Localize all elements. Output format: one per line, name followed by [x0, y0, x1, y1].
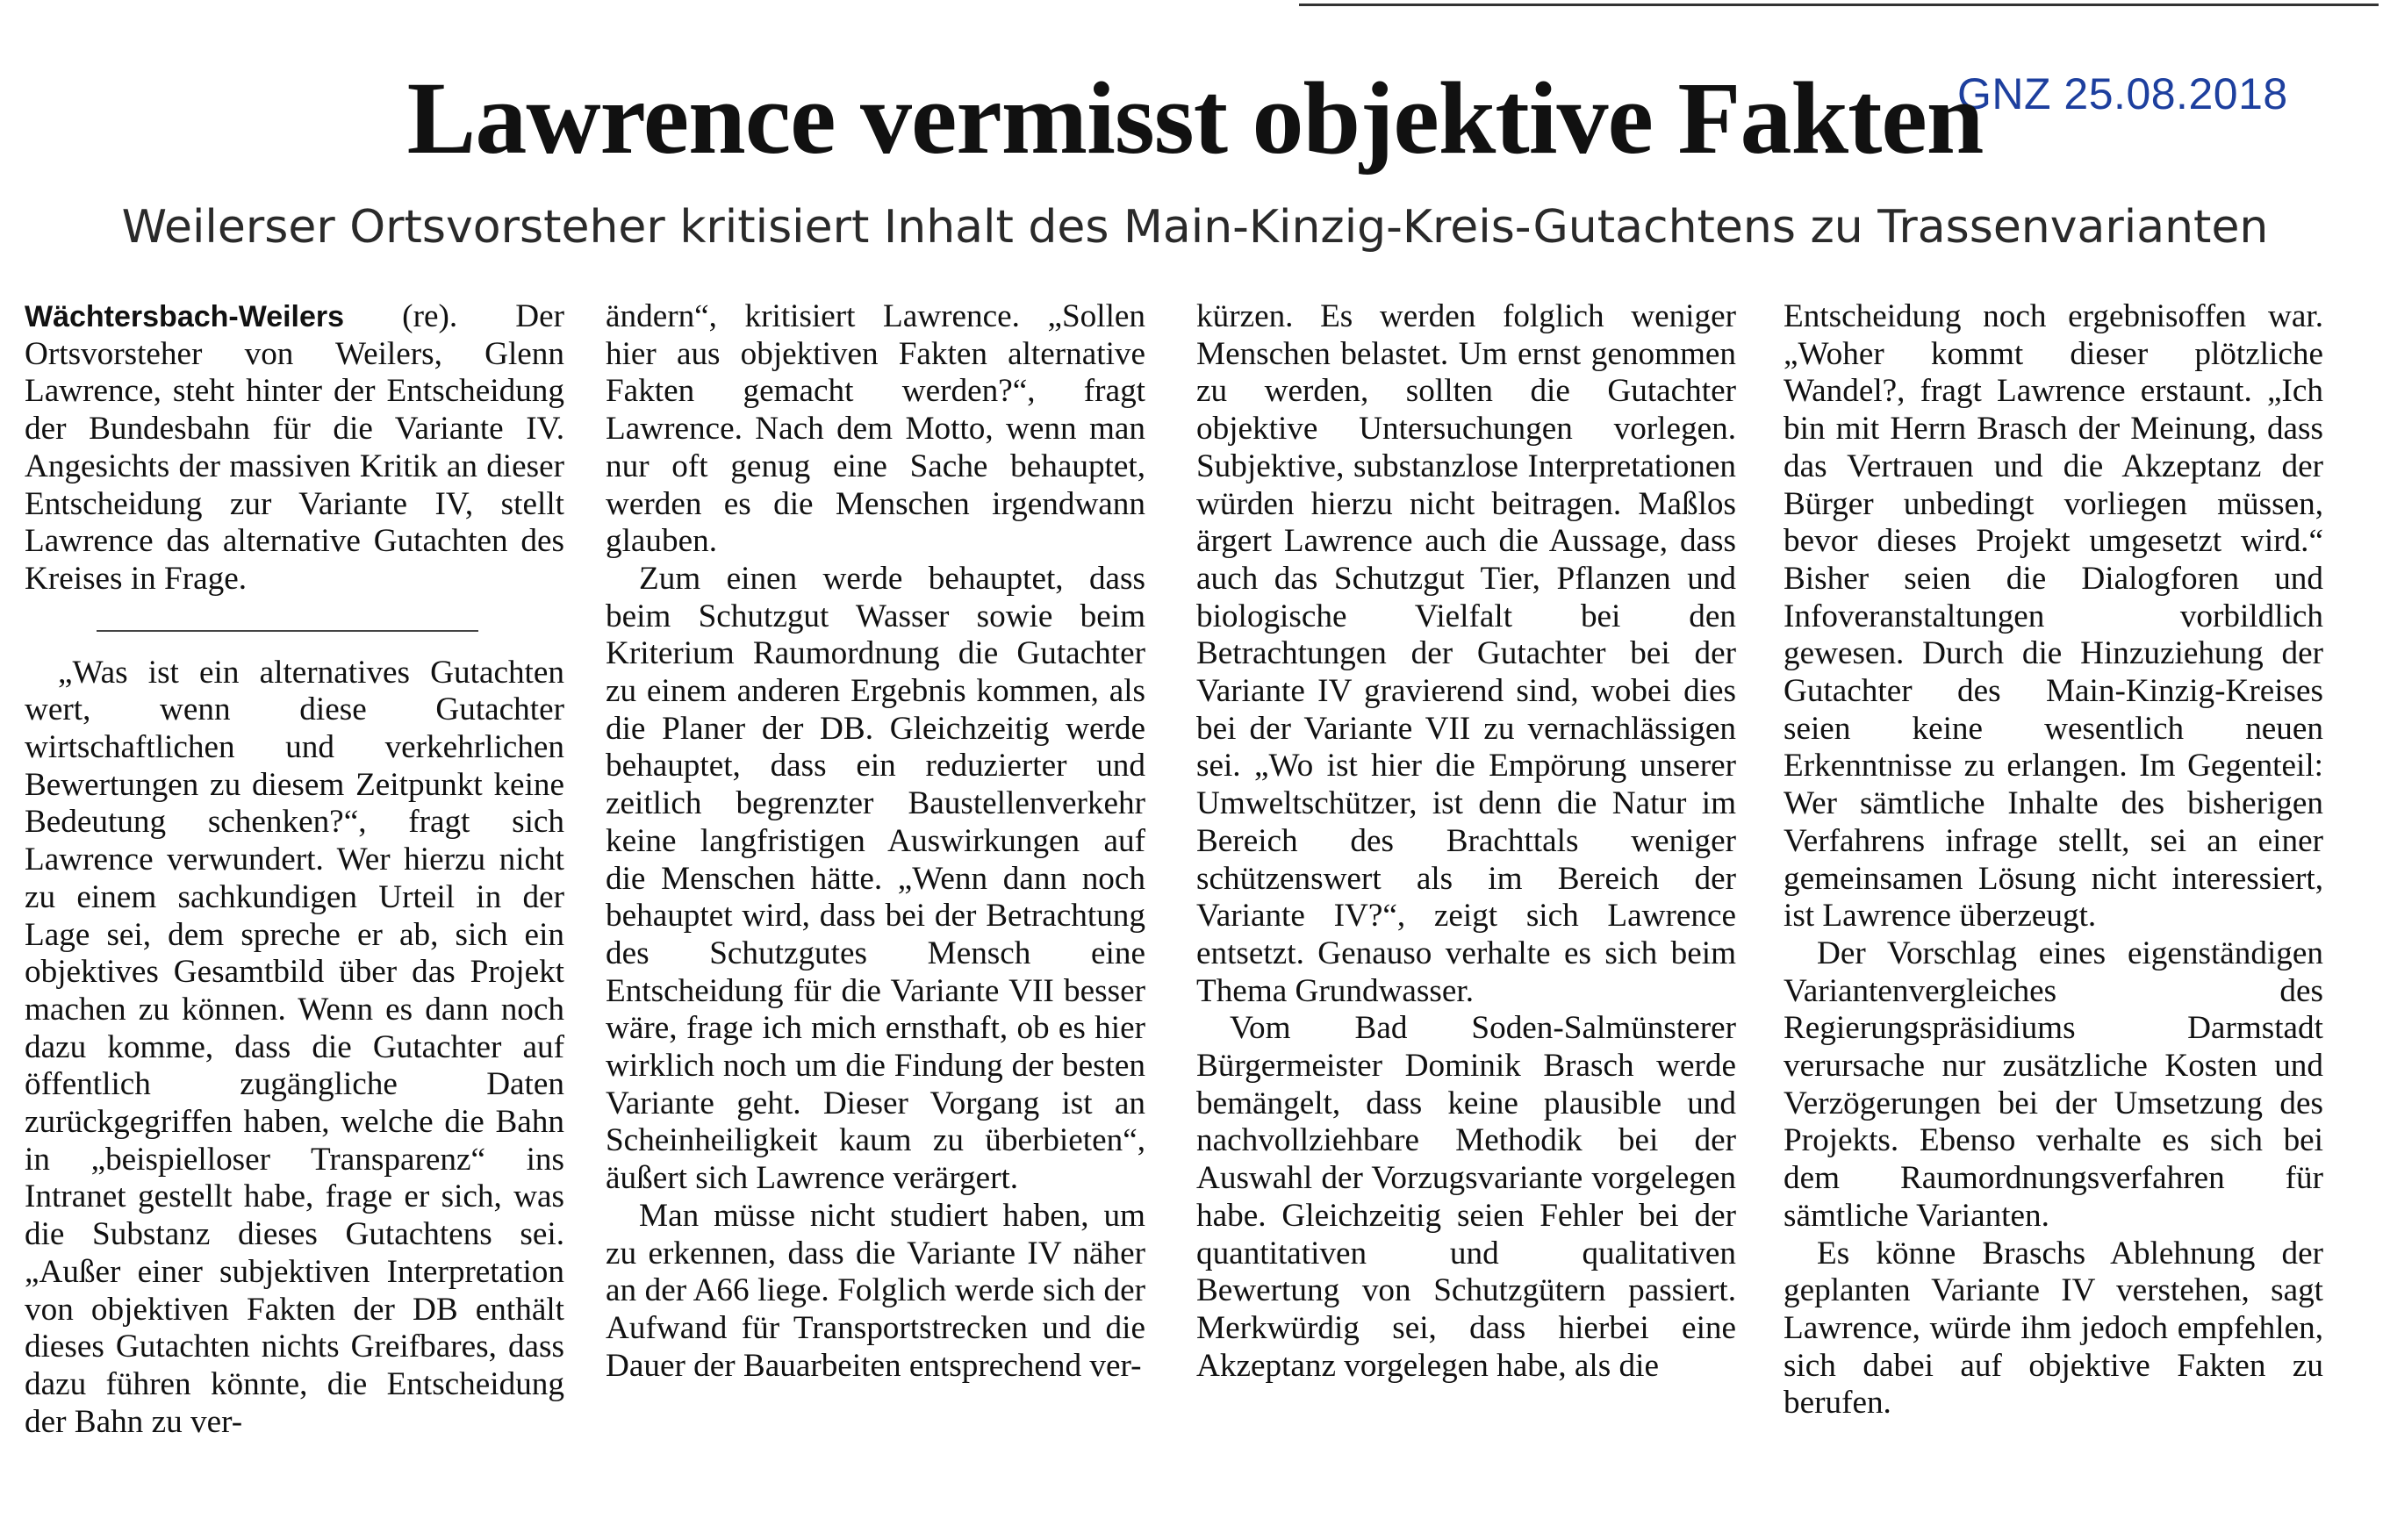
subheadline: Weilerser Ortsvorsteher kritisiert Inhalt des Main-Kinzig-Kreis-Gutachtens zu Trassenvarianten	[121, 201, 2269, 254]
column-2-paragraph-1: ändern“, kritisiert Lawrence. „Sollen hier aus objektiven Fakten alternative Fakten gemacht werden?“, fragt Lawrence. Nach dem Motto, wenn man nur oft genug eine Sache behauptet, werden es die Menschen irgendwann glauben.	[606, 298, 1145, 560]
column-2-paragraph-3: Man müsse nicht studiert haben, um zu erkennen, dass die Variante IV näher an der A66 liege. Folglich werde sich der Aufwand für Transportstrecken und die Dauer der Bauarbeiten entsprechend ver-	[606, 1197, 1145, 1384]
column-1-paragraph-1	[25, 298, 564, 598]
column-2-paragraph-2: Zum einen werde behauptet, dass beim Schutzgut Wasser sowie beim Kriterium Raumordnung die Gutachter zu einem anderen Ergebnis kommen, als die Planer der DB. Gleichzeitig werde behauptet, dass ein reduzierter und zeitlich begrenzter Baustellenverkehr keine langfristigen Auswirkungen auf die Menschen hätte. „Wenn dann noch behauptet wird, dass bei der Betrachtung des Schutzgutes Mensch eine Entscheidung für die Variante VII besser wäre, frage ich mich ernsthaft, ob es hier wirklich noch um die Findung der besten Variante geht. Dieser Vorgang ist an Scheinheiligkeit kaum zu überbieten“, äußert sich Lawrence verärgert.	[606, 560, 1145, 1197]
column-1-paragraph-1-text: (re). Der Ortsvorsteher von Weilers, Glenn Lawrence, steht hinter der Entscheidung der Bundesbahn für die Variante IV. Angesichts der massiven Kritik an dieser Entscheidung zur Variante IV, stellt Lawrence das alternative Gutachten des Kreises in Frage.	[25, 298, 564, 597]
headline: Lawrence vermisst objektive Fakten	[406, 61, 1984, 175]
top-rule	[1299, 4, 2379, 6]
column-4-paragraph-2: Der Vorschlag eines eigenständigen Variantenvergleiches des Regierungspräsidiums Darmstadt verursache nur zusätzliche Kosten und Verzögerungen bei der Umsetzung des Projekts. Ebenso verhalte es sich bei dem Raumordnungsverfahren für sämtliche Varianten.	[1784, 935, 2323, 1234]
column-1-paragraph-2: „Was ist ein alternatives Gutachten wert, wenn diese Gutachter wirtschaftlichen und verkehrlichen Bewertungen zu diesem Zeitpunkt keine Bedeutung schenken?“, fragt sich Lawrence verwundert. Wer hierzu nicht zu einem sachkundigen Urteil in der Lage sei, dem spreche er ab, sich ein objektives Gesamtbild über das Projekt machen zu können. Wenn es dann noch dazu komme, dass die Gutachter auf öffentlich zugängliche Daten zurückgegriffen haben, welche die Bahn in „beispielloser Transparenz“ ins Intranet gestellt habe, frage er sich, was die Substanz dieses Gutachtens sei. „Außer einer subjektiven Interpretation von objektiven Fakten der DB enthält dieses Gutachten nichts Greifbares, dass dazu führen könnte, die Entscheidung der Bahn zu ver-	[25, 654, 564, 1440]
section-divider	[97, 630, 478, 632]
column-3-paragraph-2: Vom Bad Soden-Salmünsterer Bürgermeister Dominik Brasch werde bemängelt, dass keine plausible und nachvollziehbare Methodik bei der Auswahl der Vorzugsvariante vorgelegen habe. Gleichzeitig seien Fehler bei der quantitativen und qualitativen Bewertung von Schutzgütern passiert. Merkwürdig sei, dass hierbei eine Akzeptanz vorgelegen habe, als die	[1196, 1010, 1736, 1384]
column-4-paragraph-3: Es könne Braschs Ablehnung der geplanten Variante IV verstehen, sagt Lawrence, würde ihm jedoch empfehlen, sich dabei auf objektive Fakten zu berufen.	[1784, 1235, 2323, 1422]
article-column-3	[1196, 298, 1736, 1527]
article-column-2	[606, 298, 1145, 1527]
article-column-4	[1784, 298, 2323, 1527]
article-column-1	[25, 298, 564, 1527]
column-3-paragraph-1: kürzen. Es werden folglich weniger Menschen belastet. Um ernst genommen zu werden, sollten die Gutachter objektive Untersuchungen vorlegen. Subjektive, substanzlose Interpretationen würden hierzu nicht beitragen. Maßlos ärgert Lawrence auch die Aussage, dass auch das Schutzgut Tier, Pflanzen und biologische Vielfalt bei den Betrachtungen der Gutachter bei der Variante IV gravierend sind, wobei dies bei der Variante VII zu vernachlässigen sei. „Wo ist hier die Empörung unserer Umweltschützer, ist denn die Natur im Bereich des Brachttals weniger schützenswert als im Bereich der Variante IV?“, zeigt sich Lawrence entsetzt. Genauso verhalte es sich beim Thema Grundwasser.	[1196, 298, 1736, 1009]
dateline: Wächtersbach-Weilers	[25, 300, 345, 333]
column-4-paragraph-1: Entscheidung noch ergebnisoffen war. „Woher kommt dieser plötzliche Wandel?, fragt Lawrence erstaunt. „Ich bin mit Herrn Brasch der Meinung, dass das Vertrauen und die Akzeptanz der Bürger unbedingt vorliegen müssen, bevor dieses Projekt umgesetzt wird.“ Bisher seien die Dialogforen und Infoveranstaltungen vorbildlich gewesen. Durch die Hinzuziehung der Gutachter des Main-Kinzig-Kreises seien keine wesentlich neuen Erkenntnisse zu erlangen. Im Gegenteil: Wer sämtliche Inhalte des bisherigen Verfahrens infrage stellt, sei an einer gemeinsamen Lösung nicht interessiert, ist Lawrence überzeugt.	[1784, 298, 2323, 935]
source-stamp: GNZ 25.08.2018	[1957, 69, 2288, 118]
